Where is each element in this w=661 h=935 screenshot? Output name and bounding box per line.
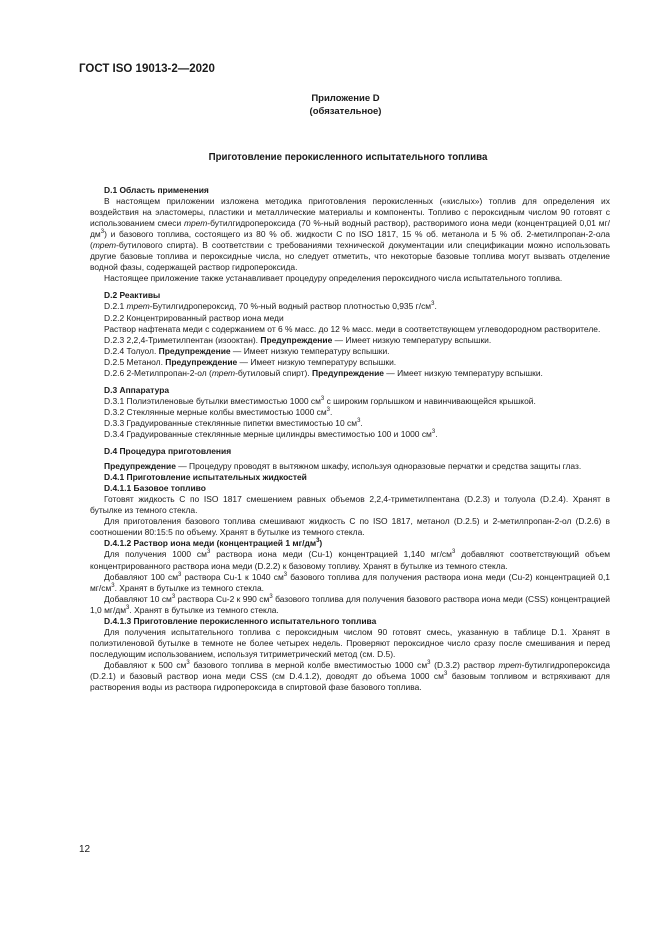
item-d2-2-desc: Раствор нафтената меди с содержанием от 6 % масс. до 12 % масс. меди в соответствующем углеводородном растворителе.	[104, 323, 601, 334]
paragraph-d4-1-3-b: Добавляют к 500 $см^3$ базового топлива в мерной колбе вместимостью 1000 $см^3$ (D.3.2) раствор трет-бутилгидропероксида (D.2.1) и базовый раствор иона меди CSS (см D.4.1.2), доводят до объема 1000 $см^3$ базовым топливом и встряхивают для растворения воды из раствора гидропероксида в спиртовой фазе базового топлива.	[90, 659, 610, 693]
subheading-d4-1-2: D.4.1.2 Раствор иона меди (концентрацией 1 $мг/дм^3$)	[104, 538, 323, 549]
warning-d4: Предупреждение — Процедуру проводят в вытяжном шкафу, используя одноразовые перчатки и средства защиты глаз.	[104, 461, 582, 472]
item-d2-1: D.2.1 трет-Бутилгидропероксид, 70 %-ный водный раствор плотностью 0,935 $г/см^3$.	[104, 301, 437, 312]
paragraph-d4-1-2-c: Добавляют 10 $см^3$ раствора Cu-2 к 990 $см^3$ базового топлива для получения базового раствора иона меди (CSS) концентрацией 1,0 $мг/дм^3$. Хранят в бутылке из темного стекла.	[90, 593, 611, 615]
document-body	[90, 185, 610, 693]
subheading-d4-1: D.4.1 Приготовление испытательных жидкостей	[104, 472, 307, 483]
subheading-d4-1-3: D.4.1.3 Приготовление перокисленного испытательного топлива	[104, 615, 377, 626]
paragraph-d4-1-3-a: Для получения испытательного топлива с пероксидным числом 90 готовят смесь, указанную в таблице D.1. Хранят в полиэтиленовой бутылке в темноте не более четырех недель. Проверяют пероксидное число сразу после смешивания и перед последующим использованием, используя титриметрический метод (см. D.5).	[90, 626, 610, 659]
item-d3-2: D.3.2 Стеклянные мерные колбы вместимостью 1000 $см^3$.	[104, 406, 333, 417]
item-d3-1: D.3.1 Полиэтиленовые бутылки вместимостью 1000 $см^3$ с широким горлышком и навинчивающейся крышкой.	[104, 395, 536, 406]
standard-header: ГОСТ ISO 19013-2—2020	[79, 63, 215, 75]
annex-title: Приложение D	[311, 93, 380, 104]
section-heading-d4: D.4 Процедура приготовления	[104, 446, 232, 457]
paragraph-d4-1-1-a: Готовят жидкость С по ISO 1817 смешением равных объемов 2,2,4-триметилпентана (D.2.3) и толуола (D.2.4). Хранят в бутылке из темного стекла.	[90, 494, 610, 516]
annex-heading	[0, 93, 661, 118]
paragraph-d4-1-2-a: Для получения 1000 $см^3$ раствора иона меди (Cu-1) концентрацией 1,140 $мг/см^3$ добавляют соответствующий объем концентрированного раствора иона меди (D.2.2) к базовому топливу. Хранят в бутылке из темного стекла.	[90, 549, 610, 571]
annex-status: (обязательное)	[309, 105, 382, 117]
item-d3-3: D.3.3 Градуированные стеклянные пипетки вместимостью 10 $см^3$.	[104, 417, 363, 428]
section-heading-d3: D.3 Аппаратура	[104, 384, 170, 395]
section-heading-d2: D.2 Реактивы	[104, 290, 161, 301]
item-d2-4: D.2.4 Толуол. Предупреждение — Имеет низкую температуру вспышки.	[104, 345, 390, 356]
item-d2-2: D.2.2 Концентрированный раствор иона меди	[104, 312, 284, 323]
item-d3-4: D.3.4 Градуированные стеклянные мерные цилиндры вместимостью 100 и 1000 $см^3$.	[104, 428, 438, 439]
paragraph-d4-1-1-b: Для приготовления базового топлива смешивают жидкость С по ISO 1817, метанол (D.2.5) и 2-метилпропан-2-ол (D.2.6) в соотношении 80:15:5 по объему. Хранят в бутылке из темного стекла.	[90, 516, 610, 538]
item-d2-5: D.2.5 Метанол. Предупреждение — Имеет низкую температуру вспышки.	[104, 356, 397, 367]
subheading-d4-1-1: D.4.1.1 Базовое топливо	[104, 483, 206, 494]
section-heading-d1: D.1 Область применения	[104, 185, 209, 195]
paragraph-d1-2: Настоящее приложение также устанавливает процедуру определения пероксидного числа испытательного топлива.	[104, 273, 563, 284]
annex-doc-title: Приготовление перокисленного испытательного топлива	[208, 152, 488, 163]
paragraph-d1-1: В настоящем приложении изложена методика приготовления перокисленных («кислых») топлив для определения их воздействия на эластомеры, пластики и металлические материалы и компоненты. Топливо с пероксидным числом 90 готовят с использованием смеси трет-бутилгидропероксида (70 %-ный водный раствор), растворимого иона меди (концентрацией 0,01 $мг/дм^3$) и базового топлива, состоящего из 80 % об. жидкости С по ISO 1817, 15 % об. метанола и 5 % об. 2-метилпропан-2-ола (трет-бутилового спирта). В соответствии с требованиями технической документации или спецификации можно использовать другие базовые топлива и пероксидные числа, но следует отметить, что некоторые базовые топлива могут вызвать отделение водной фазы, содержащей раствор гидропероксида.	[90, 196, 610, 273]
paragraph-d4-1-2-b: Добавляют 100 $см^3$ раствора Cu-1 к 1040 $см^3$ базового топлива для получения раствора иона меди (Cu-2) концентрацией 0,1 $мг/см^3$. Хранят в бутылке из темного стекла.	[90, 571, 610, 593]
item-d2-3: D.2.3 2,2,4-Триметилпентан (изооктан). Предупреждение — Имеет низкую температуру вспышки.	[104, 334, 492, 345]
item-d2-6: D.2.6 2-Метилпропан-2-ол (трет-бутиловый спирт). Предупреждение — Имеет низкую температуру вспышки.	[104, 367, 543, 378]
page-number: 12	[79, 844, 91, 855]
